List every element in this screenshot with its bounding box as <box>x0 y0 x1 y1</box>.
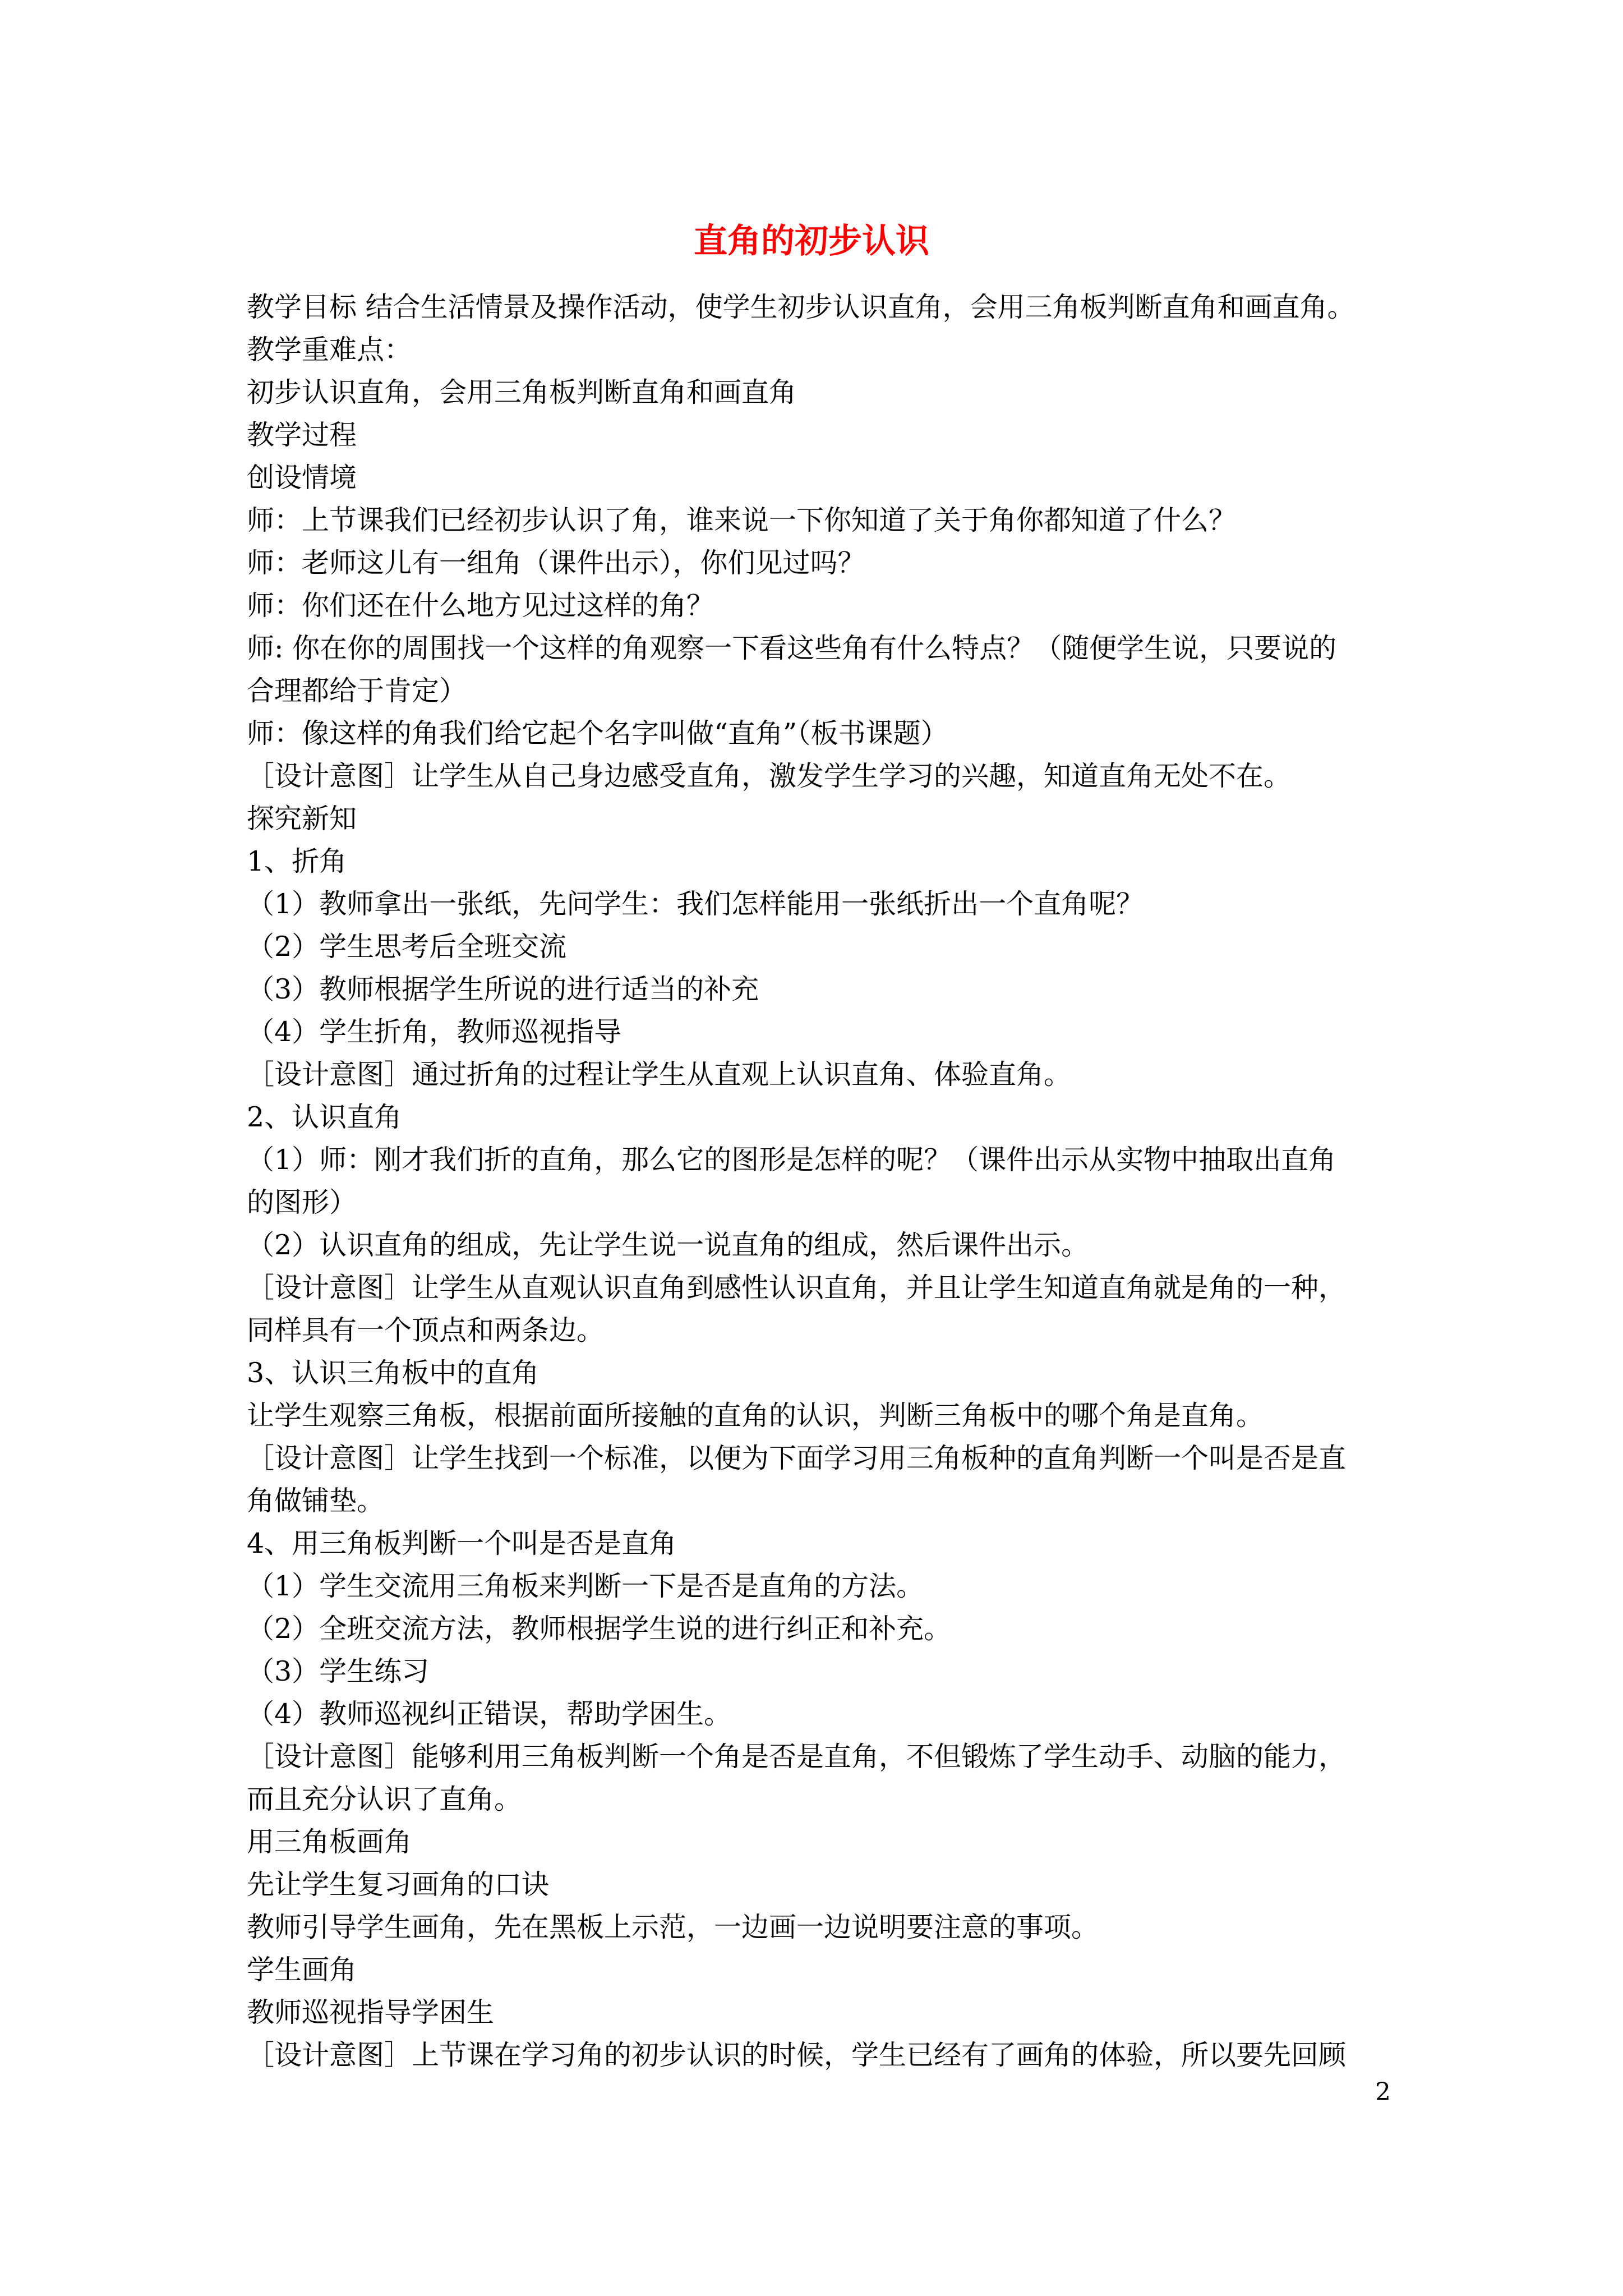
body-line: 教学重难点： <box>247 334 412 366</box>
body-line: 师：老师这儿有一组角（课件出示），你们见过吗？ <box>247 547 865 579</box>
body-line: ［设计意图］让学生从直观认识直角到感性认识直角，并且让学生知道直角就是角的一种， <box>247 1272 1347 1304</box>
body-line: 学生画角 <box>247 1954 357 1986</box>
body-line: 的图形） <box>247 1186 357 1218</box>
body-line: （3）教师根据学生所说的进行适当的补充 <box>247 973 759 1005</box>
body-line: 师: 你在你的周围找一个这样的角观察一下看这些角有什么特点？（随便学生说，只要说的 <box>247 632 1337 664</box>
body-line: （2）学生思考后全班交流 <box>247 931 567 963</box>
body-line: ［设计意图］让学生从自己身边感受直角，激发学生学习的兴趣，知道直角无处不在。 <box>247 760 1292 792</box>
body-line: 2、认识直角 <box>247 1101 402 1133</box>
body-line: 教师巡视指导学困生 <box>247 1996 495 2028</box>
body-line: 教师引导学生画角，先在黑板上示范，一边画一边说明要注意的事项。 <box>247 1911 1099 1943</box>
body-line: 3、认识三角板中的直角 <box>247 1357 540 1389</box>
body-line: 教学过程 <box>247 419 357 451</box>
body-line: （1）教师拿出一张纸，先问学生：我们怎样能用一张纸折出一个直角呢？ <box>247 888 1144 920</box>
body-line: （3）学生练习 <box>247 1655 430 1687</box>
body-line: （4）教师巡视纠正错误，帮助学困生。 <box>247 1698 732 1730</box>
body-line: 初步认识直角，会用三角板判断直角和画直角 <box>247 376 797 408</box>
body-line: （2）全班交流方法，教师根据学生说的进行纠正和补充。 <box>247 1613 952 1645</box>
body-line: 探究新知 <box>247 803 357 835</box>
body-line: 4、用三角板判断一个叫是否是直角 <box>247 1527 677 1559</box>
body-line: （4）学生折角，教师巡视指导 <box>247 1016 622 1048</box>
body-line: （2）认识直角的组成，先让学生说一说直角的组成，然后课件出示。 <box>247 1229 1089 1261</box>
page-number: 2 <box>1375 2078 1391 2106</box>
body-line: ［设计意图］通过折角的过程让学生从直观上认识直角、体验直角。 <box>247 1059 1072 1091</box>
body-line: 角做铺垫。 <box>247 1485 385 1517</box>
document-title: 直角的初步认识 <box>694 222 929 261</box>
body-line: ［设计意图］能够利用三角板判断一个角是否是直角，不但锻炼了学生动手、动脑的能力， <box>247 1741 1347 1773</box>
body-line: ［设计意图］上节课在学习角的初步认识的时候，学生已经有了画角的体验，所以要先回顾 <box>247 2039 1347 2071</box>
document-body <box>247 286 1391 2077</box>
body-line: 让学生观察三角板，根据前面所接触的直角的认识，判断三角板中的哪个角是直角。 <box>247 1400 1264 1432</box>
body-line: 师：像这样的角我们给它起个名字叫做“直角”（板书课题） <box>247 717 948 749</box>
body-line: ［设计意图］让学生找到一个标准，以便为下面学习用三角板种的直角判断一个叫是否是直 <box>247 1442 1347 1474</box>
body-line: 先让学生复习画角的口诀 <box>247 1869 550 1901</box>
body-line: 教学目标 结合生活情景及操作活动，使学生初步认识直角，会用三角板判断直角和画直角。 <box>247 291 1355 323</box>
body-line: 1、折角 <box>247 845 347 877</box>
body-line: 同样具有一个顶点和两条边。 <box>247 1314 605 1346</box>
body-line: （1）师：刚才我们折的直角，那么它的图形是怎样的呢？（课件出示从实物中抽取出直角 <box>247 1144 1336 1176</box>
body-line: 师：上节课我们已经初步认识了角，谁来说一下你知道了关于角你都知道了什么？ <box>247 504 1237 536</box>
body-line: 用三角板画角 <box>247 1826 412 1858</box>
body-line: 合理都给于肯定） <box>247 675 467 707</box>
body-line: 而且充分认识了直角。 <box>247 1783 522 1815</box>
body-line: 师：你们还在什么地方见过这样的角？ <box>247 590 714 622</box>
body-line: （1）学生交流用三角板来判断一下是否是直角的方法。 <box>247 1570 924 1602</box>
body-line: 创设情境 <box>247 462 357 494</box>
